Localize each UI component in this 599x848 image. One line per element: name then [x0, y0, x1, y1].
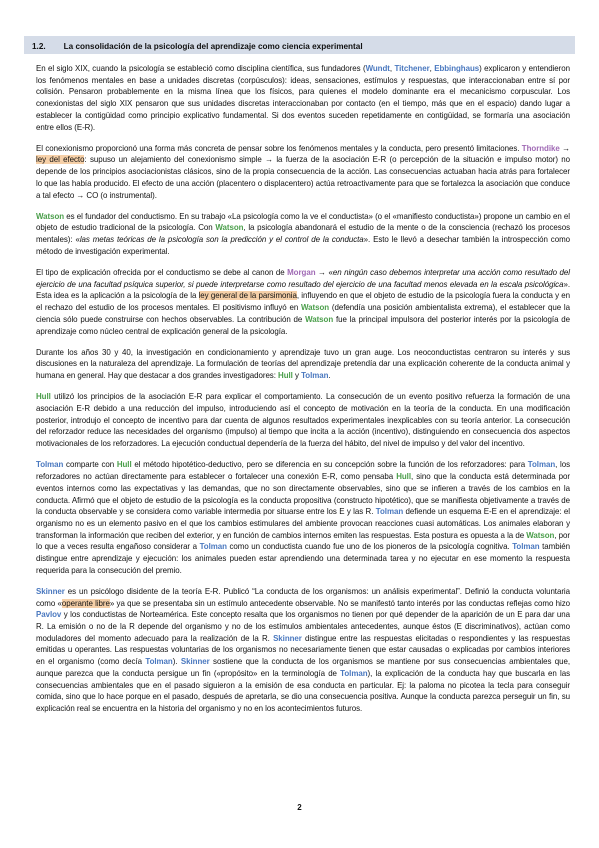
- paragraph: [36, 267, 570, 337]
- paragraph: [36, 459, 570, 576]
- paragraph: [36, 391, 570, 450]
- text-run: .: [328, 371, 331, 381]
- name-reference: Watson: [526, 530, 555, 540]
- text-run: En el siglo XIX, cuando la psicología se estableció como disciplina científica, sus fundadores (: [36, 64, 366, 73]
- paragraph: [36, 586, 570, 715]
- text-run: ) explicaron y entendieron los fenómenos mentales en base a unidades discretas (corpúsculos): ideas, sensaciones, estímulos y respuestas, que interaccionaban entre sí por colisión. Pensaron probablemente en la misma línea que los físicos, para quienes el modelo dominante era el mecanicismo corpuscular. Los conexionistas del siglo XIX pensaron que sus unidades discretas interaccionaban por contacto (en el tiempo, más que en el espacio) dando lugar a establecer la contigüidad como principio explicativo fundamental. Si dos eventos suceden repetidamente en contigüidad, se formaría una asociación entre ellos (E-R).: [36, 64, 570, 132]
- name-reference: Thorndike: [521, 143, 560, 153]
- name-reference: Watson: [301, 303, 330, 313]
- text-run: ), la explicación de la conducta hay que buscarla en las consecuencias ambientales que en el pasado siguieron a la emisión de esa conducta en particular. Ej: la paloma no picotea la tecla para conseguir comida, sino que lo hace porque en el pasado, después de apretarla, se dio una consecuencia positiva. Aunque la conducta parezca perseguir un fin, su explicación real se encuentra en la historia del organismo y no en los acontecimientos futuros.: [36, 668, 570, 713]
- highlighted-term: ley del efecto: [36, 155, 85, 165]
- text-run: es el fundador del conductismo. En su trabajo «La psicología como la ve el conductista» (o el «manifiesto conductista») propone un cambio en el objeto de estudio tradicional de la psicología. Con: [36, 211, 570, 233]
- highlighted-term: ley general de la parsimonia: [198, 291, 297, 301]
- text-run: (defendía una posición ambientalista extrema), el establecer que la ciencia sólo puede construirse con hechos observables. La contribución de: [36, 303, 570, 324]
- text-run: , la psicología abandonará el estudio de la mente o de la consciencia (rechazó los procesos mentales): «: [36, 223, 570, 245]
- paragraph: [36, 211, 570, 258]
- paragraph: [36, 143, 570, 202]
- text-run: comparte con: [63, 460, 117, 470]
- text-run: distingue entre las respuestas elicitadas o respondientes y las respuestas emitidas u operantes. Las respuestas voluntarias de los organismos no necesariamente tienen que estar causadas o explicadas por cambios interiores en el organismo (como decía: [36, 633, 570, 667]
- paragraph: [36, 63, 570, 133]
- name-reference: Watson: [215, 223, 244, 233]
- section-title: La consolidación de la psicología del aprendizaje como ciencia experimental: [63, 41, 363, 51]
- text-run: , los reforzadores no actúan directamente para establecer o fortalecer una conexión E-R, como pensaba: [36, 460, 570, 482]
- text-run: : supuso un alejamiento del conexionismo simple → la fuerza de la asociación E-R (o percepción de la situación e impulso motor) no depende de los principios asociacionistas clásicos, sino de la propia consecuencia de la acción. Las consecuencias actuaban hacia atrás para fortalecer lo que las había producido. El efecto de una acción (placentero o displacentero) actúa retroactivamente para que se fortalezca la asociación que conduce a tal efecto → CO (o instrumental).: [36, 155, 570, 200]
- name-reference: Tolman: [375, 507, 404, 517]
- text-run: ,: [429, 64, 435, 73]
- page-number: 2: [297, 803, 302, 812]
- text-run: Durante los años 30 y 40, la investigación en condicionamiento y aprendizaje tuvo un gran auge. Los neoconductistas centraron su interés y sus discusiones en la naturaleza del aprendizaje. La formulación de teorías del aprendizaje pretendía dar una explicación coherente de la conducta animal y humana en general. Hay que destacar a dos grandes investigadores:: [36, 347, 570, 381]
- name-reference: Hull: [278, 371, 293, 381]
- text-run: y: [292, 371, 302, 381]
- name-reference: las metas teóricas de la psicología son la predicción y el control de la conducta: [79, 235, 364, 245]
- name-reference: Hull: [36, 392, 51, 402]
- name-reference: Hull: [396, 472, 411, 482]
- name-reference: Ebbinghaus: [434, 64, 480, 73]
- text-run: , sino que la conducta está determinada por eventos internos como las expectativas y las demandas, que no son directamente observables, sino que se infieren a través de los cambios en la conducta. Afirmó que el objeto de estudio de la psicología es la conducta propositiva (constructo hipotético), que se manifiesta objetivamente a través de la conducta observable y se considera como variable intermedia por situarse entre los E y las R.: [36, 472, 570, 517]
- text-run: El tipo de explicación ofrecida por el conductismo se debe al canon de: [36, 268, 288, 278]
- name-reference: Tolman: [340, 668, 368, 678]
- text-run: ». Esto le llevó a desechar también la introspección como método de investigación experimental.: [36, 235, 570, 256]
- highlighted-term: operante libre: [61, 598, 110, 608]
- name-reference: Hull: [116, 460, 132, 470]
- name-reference: Morgan: [287, 268, 316, 278]
- text-run: fue la principal impulsora del posterior interés por la psicología de aprendizaje como núcleo central de explicación general de la psicología.: [36, 314, 570, 336]
- name-reference: Watson: [305, 314, 334, 324]
- text-run: , influyendo en que el objeto de estudio de la psicología fuera la conducta y en el rechazo del estudio de los procesos mentales. El positivismo influyó en: [36, 291, 570, 313]
- name-reference: Tolman: [527, 460, 556, 470]
- name-reference: Tolman: [301, 371, 329, 381]
- name-reference: Watson: [36, 211, 65, 221]
- text-run: sostiene que la conducta de los organismos se mantiene por sus consecuencias ambientales que, aunque parezca que la conducta persigue un fin («propósito» en la terminología de: [36, 657, 571, 678]
- text-run: ». Esta idea es la aplicación a la psicología de la: [36, 279, 570, 301]
- text-run: El conexionismo proporcionó una forma más concreta de pensar sobre los fenómenos mentales y la conducta, pero presentó limitaciones.: [36, 143, 522, 153]
- name-reference: Tolman: [199, 542, 227, 552]
- body-text: [36, 63, 570, 724]
- name-reference: Skinner: [36, 586, 65, 596]
- name-reference: Tolman: [145, 657, 173, 667]
- name-reference: Tolman: [512, 542, 540, 552]
- name-reference: Pavlov: [36, 610, 62, 620]
- text-run: es un psicólogo disidente de la teoría E-R. Publicó “La conducta de los organismos: un análisis experimental”. Definió la conducta voluntaria como «: [36, 586, 570, 608]
- text-run: , por lo que a veces resulta engañoso considerar a: [36, 530, 570, 552]
- text-run: y los conductistas de Norteamérica. Este concepto resalta que los organismos no tienen por qué depender de la aparición de un E para dar una R. La emisión o no de la R depende del organismo y no de los estímulos ambientales antecedentes, aunque éstos (E discriminativos), actúan como moduladores del momento adecuado para la realización de la R.: [36, 610, 570, 643]
- text-run: también distingue entre aprendizaje y ejecución: los animales pueden estar aprendiendo una determinada tarea y no ejecutar en ese momento la respuesta requerida para la consecución del premio.: [36, 542, 571, 575]
- text-run: el método hipotético-deductivo, pero se diferencia en su concepción sobre la función de los reforzadores: para: [131, 460, 528, 470]
- section-number: 1.2.: [32, 41, 46, 51]
- paragraph: [36, 347, 570, 382]
- text-run: ).: [172, 657, 181, 667]
- name-reference: Skinner: [180, 657, 210, 667]
- text-run: defiende un esquema E-E en el aprendizaje: el organismo no es un elemento pasivo en el que los cambios estimulares del ambiente provocan reacciones cuasi automáticas. Los animales elaboran y transforman la información que reciben del exterior, y en función de cambios internos emiten las respuestas. Esta postura es opuesta a la de: [36, 507, 570, 540]
- text-run: →: [559, 143, 570, 153]
- name-reference: Titchener: [394, 64, 430, 73]
- text-run: utilizó los principios de la asociación E-R para explicar el comportamiento. La consecución de un evento positivo refuerza la formación de una asociación E-R debido a una reducción del impulso, introduciendo así el concepto de motivación en la teoría de la conducta. En una modificación posterior, introdujo el concepto de incentivo para dar cuenta de algunos resultados experimentales inexplicables con su teoría anterior. La consecución del reforzador reduce las necesidades del organismo (impulso) al tiempo que incita a la acción (incentivo), distinguiendo en consecuencia dos aspectos motivacionales de los reforzadores. La ejecución conductual dependería de la fuerza del hábito, del nivel de impulso y del valor del incentivo.: [36, 392, 570, 449]
- section-header: [24, 36, 575, 54]
- text-run: ,: [389, 64, 395, 73]
- text-run: » ya que se presentaba sin un estímulo antecedente observable. No se manifestó tanto interés por las conductas reflejas como hizo: [109, 598, 570, 608]
- text-run: → «: [315, 268, 333, 278]
- text-run: como un conductista cuando fue uno de los pioneros de la psicología cognitiva.: [226, 542, 513, 552]
- name-reference: Skinner: [273, 633, 302, 643]
- name-reference: en ningún caso debemos interpretar una acción como resultado del ejercicio de una facultad psíquica superior, si puede interpretarse como resultado del ejercicio de una facultad menos elevada en la escala psicológica: [36, 268, 570, 289]
- name-reference: Tolman: [36, 460, 64, 470]
- name-reference: Wundt: [365, 64, 390, 73]
